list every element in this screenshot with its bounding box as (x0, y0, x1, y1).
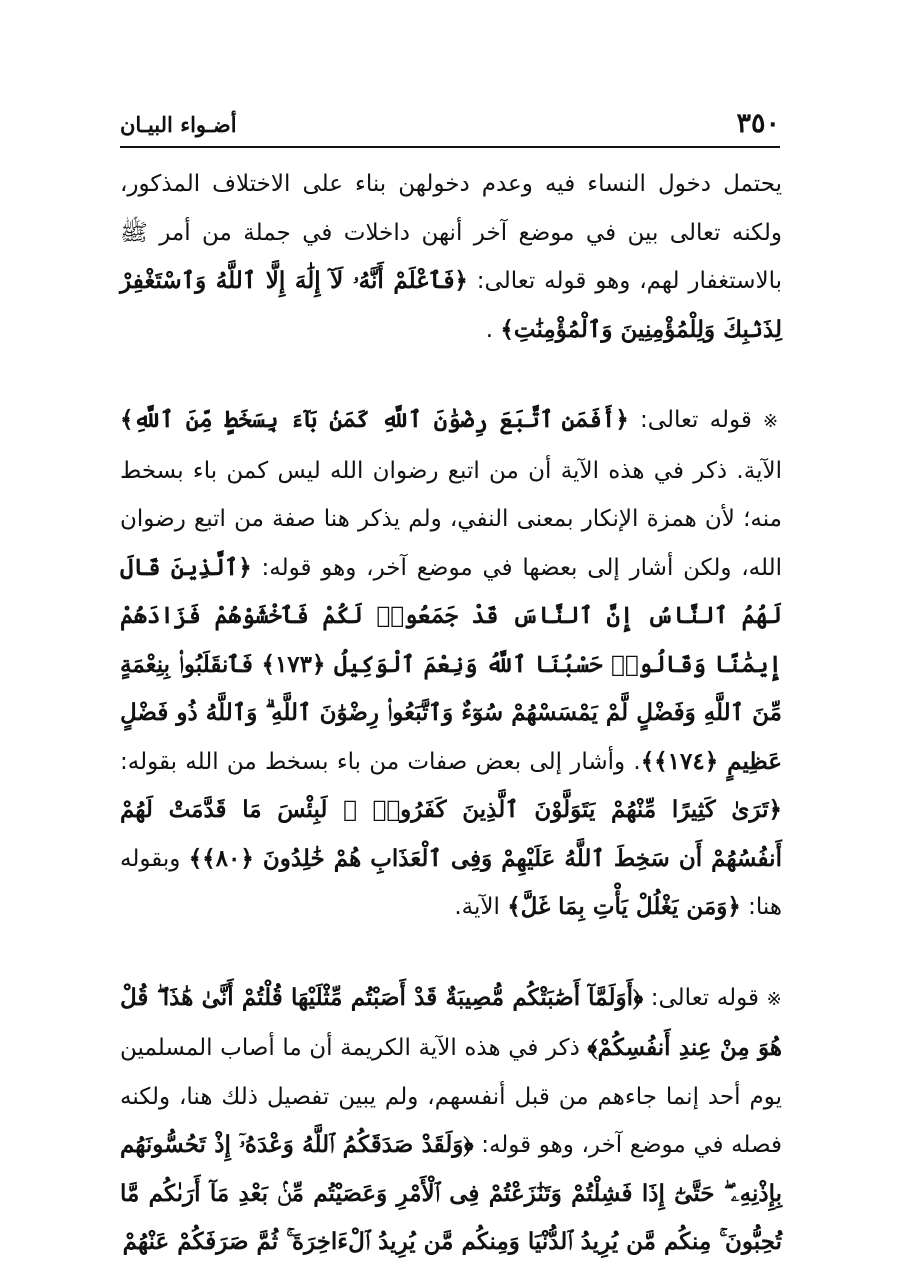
paragraph-2 (120, 396, 782, 932)
quran-verse: ﴿تَرَىٰ كَثِيرًا مِّنْهُمْ يَتَوَلَّوْنَ ٱلَّذِينَ كَفَرُوا۟ ۚ لَبِئْسَ مَا قَدَّمَتْ لَهُمْ أَنفُسُهُمْ أَن سَخِطَ ٱللَّهُ عَلَيْهِمْ وَفِى ٱلْعَذَابِ هُمْ خَٰلِدُونَ ﴿٨٠﴾﴾ (120, 796, 782, 872)
paragraph-1 (120, 160, 782, 354)
paragraph-text: . وأشار إلى بعض صفات من باء بسخط من الله بقوله: (120, 748, 641, 775)
quran-verse: ﴿وَلَقَدْ صَدَقَكُمُ ٱللَّهُ وَعْدَهُۥٓ إِذْ تَحُسُّونَهُم بِإِذْنِهِۦ ۖ حَتَّىٰٓ إِذَا فَشِلْتُمْ وَتَنَٰزَعْتُمْ فِى ٱلْأَمْرِ وَعَصَيْتُم مِّنۢ بَعْدِ مَآ أَرَىٰكُم مَّا تُحِبُّونَ ۚ مِنكُم مَّن يُرِيدُ ٱلدُّنْيَا وَمِنكُم مَّن يُرِيدُ ٱلْءَاخِرَةَ ۚ ثُمَّ صَرَفَكُمْ عَنْهُمْ (120, 1131, 782, 1255)
quran-verse: ﴿أَفَمَنِ ٱتَّبَعَ رِضْوَٰنَ ٱللَّهِ كَمَنۢ بَآءَ بِسَخَطٍ مِّنَ ٱللَّهِ﴾ (120, 406, 629, 433)
page-number: ٣٥٠ (736, 108, 780, 139)
paragraph-text: وبقوله هنا: (120, 845, 782, 920)
quran-verse: ﴿ٱلَّذِينَ قَالَ لَهُمُ ٱلنَّاسُ إِنَّ ٱلنَّاسَ قَدْ جَمَعُوا۟ لَكُمْ فَٱخْشَوْهُمْ فَزَادَهُمْ إِيمَٰنًا وَقَالُوا۟ حَسْبُنَا ٱللَّهُ وَنِعْمَ ٱلْوَكِيلُ ﴿١٧٣﴾ فَٱنقَلَبُوا۟ بِنِعْمَةٍ مِّنَ ٱللَّهِ وَفَضْلٍ لَّمْ يَمْسَسْهُمْ سُوٓءٌ وَٱتَّبَعُوا۟ رِضْوَٰنَ ٱللَّهِ ۗ وَٱللَّهُ ذُو فَضْلٍ عَظِيمٍ ﴿١٧٤﴾﴾ (120, 553, 782, 775)
paragraph-3 (120, 974, 782, 1267)
section-bullet: ※ (763, 411, 782, 432)
paragraph-text: . (485, 316, 501, 343)
body-text (120, 160, 782, 1267)
quran-verse: ﴿فَٱعْلَمْ أَنَّهُۥ لَآ إِلَٰهَ إِلَّا ٱللَّهُ وَٱسْتَغْفِرْ لِذَنۢبِكَ وَلِلْمُؤْمِنِينَ وَٱلْمُؤْمِنَٰتِ﴾ (120, 267, 782, 343)
paragraph-text: الآية. ذكر في هذه الآية أن من اتبع رضوان الله ليس كمن باء بسخط منه؛ لأن همزة الإنكار بمعنى النفي، ولم يذكر هنا صفة من اتبع رضوان الله، ولكن أشار إلى بعضها في موضع آخر، وهو قوله: (120, 457, 782, 581)
paragraph-text: قوله تعالى: (643, 984, 767, 1011)
quran-verse: ﴿أَوَلَمَّآ أَصَٰبَتْكُم مُّصِيبَةٌ قَدْ أَصَبْتُم مِّثْلَيْهَا قُلْتُمْ أَنَّىٰ هَٰذَا ۖ قُلْ هُوَ مِنْ عِندِ أَنفُسِكُمْ﴾ (120, 983, 782, 1061)
quran-verse: ﴿وَمَن يَغْلُلْ يَأْتِ بِمَا غَلَّ﴾ (507, 893, 741, 920)
paragraph-text: قوله تعالى: (628, 407, 764, 433)
paragraph-text: الآية. (454, 894, 508, 920)
paragraph-text: يحتمل دخول النساء فيه وعدم دخولهن بناء على الاختلاف المذكور، ولكنه تعالى بين في موضع آخر أنهن داخلات في جملة من أمر ﷺ بالاستغفار لهم، وهو قوله تعالى: (120, 171, 782, 294)
book-title: أضـواء البيـان (120, 112, 237, 137)
page-header (120, 106, 780, 146)
header-divider (120, 146, 780, 148)
section-bullet: ※ (766, 988, 782, 1010)
paragraph-text: ذكر في هذه الآية الكريمة أن ما أصاب المسلمين يوم أحد إنما جاءهم من قبل أنفسهم، ولم يبين تفصيل ذلك هنا، ولكنه فصله في موضع آخر، وهو قوله: (120, 1035, 782, 1158)
